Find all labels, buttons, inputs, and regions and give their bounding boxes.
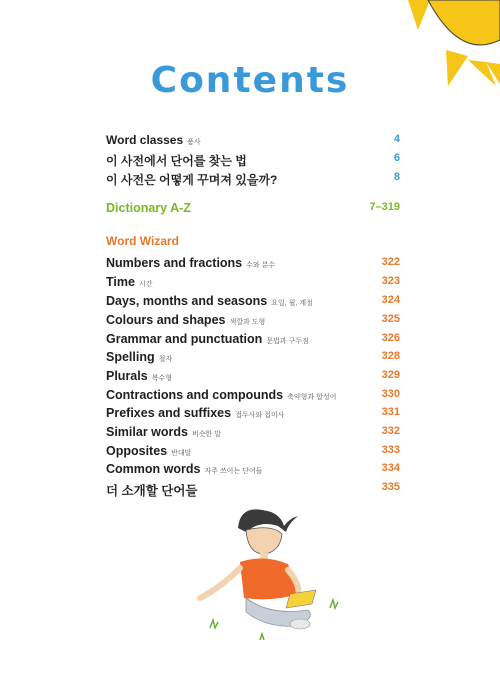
- toc-entry-word-classes[interactable]: [106, 133, 400, 151]
- toc-entry-opposites[interactable]: [106, 444, 400, 462]
- toc-entry-label: 더 소개할 단어들: [106, 484, 198, 498]
- dictionary-page: 7–319: [369, 201, 400, 213]
- toc-entry-page: 330: [381, 388, 400, 400]
- toc-entry-label: 이 사전에서 단어를 찾는 법: [106, 154, 247, 168]
- toc-entry-how-to-find[interactable]: [106, 152, 400, 170]
- toc-entry-page: 4: [393, 133, 400, 145]
- toc-entry-spelling[interactable]: [106, 350, 400, 368]
- toc-entry-page: 6: [393, 152, 400, 164]
- toc-entry-page: 332: [381, 425, 400, 437]
- toc-entry-page: 323: [381, 275, 400, 287]
- toc-entry-label: Time 시간: [106, 275, 153, 289]
- toc-entry-label: Spelling 철자: [106, 350, 173, 364]
- toc-entry-label: Plurals 복수형: [106, 369, 172, 383]
- child-reading-illustration: [180, 498, 360, 648]
- toc-entry-label: Word classes 품사: [106, 133, 201, 147]
- toc-entry-prefixes[interactable]: [106, 406, 400, 424]
- toc-entry-grammar[interactable]: [106, 332, 400, 350]
- word-wizard-heading: Word Wizard: [106, 234, 180, 248]
- toc-entry-page: 333: [381, 444, 400, 456]
- toc-entry-more-words[interactable]: [106, 481, 400, 499]
- toc-entry-page: 324: [381, 294, 400, 306]
- toc-entry-label: Common words 자주 쓰이는 단어들: [106, 462, 263, 476]
- toc-entry-numbers[interactable]: [106, 256, 400, 274]
- toc-entry-label: Numbers and fractions 수와 분수: [106, 256, 276, 270]
- toc-entry-label: Opposites 반대말: [106, 444, 192, 458]
- toc-entry-page: 322: [381, 256, 400, 268]
- toc-entry-label: Prefixes and suffixes 접두사와 접미사: [106, 406, 285, 420]
- toc-entry-label: Grammar and punctuation 문법과 구두점: [106, 332, 309, 346]
- toc-entry-page: 335: [381, 481, 400, 493]
- toc-entry-page: 329: [381, 369, 400, 381]
- toc-entry-label: 이 사전은 어떻게 꾸며져 있을까?: [106, 173, 278, 187]
- toc-entry-how-organized[interactable]: [106, 171, 400, 189]
- toc-entry-page: 326: [381, 332, 400, 344]
- toc-entry-label: Colours and shapes 색깔과 도형: [106, 313, 266, 327]
- toc-entry-plurals[interactable]: [106, 369, 400, 387]
- toc-entry-common[interactable]: [106, 462, 400, 480]
- toc-entry-page: 334: [381, 462, 400, 474]
- page-title: Contents: [150, 60, 350, 101]
- toc-entry-time[interactable]: [106, 275, 400, 293]
- toc-entry-page: 325: [381, 313, 400, 325]
- toc-entry-label: Days, months and seasons 요일, 월, 계절: [106, 294, 313, 308]
- toc-entry-colours[interactable]: [106, 313, 400, 331]
- toc-entry-page: 8: [393, 171, 400, 183]
- toc-entry-days[interactable]: [106, 294, 400, 312]
- toc-entry-page: 331: [381, 406, 400, 418]
- toc-entry-page: 328: [381, 350, 400, 362]
- toc-entry-label: Contractions and compounds 축약형과 합성어: [106, 388, 337, 402]
- toc-entry-dictionary[interactable]: [106, 201, 400, 219]
- toc-entry-label: Similar words 비슷한 말: [106, 425, 221, 439]
- toc-entry-similar[interactable]: [106, 425, 400, 443]
- toc-entry-contractions[interactable]: [106, 388, 400, 406]
- dictionary-label: Dictionary A-Z: [106, 201, 191, 215]
